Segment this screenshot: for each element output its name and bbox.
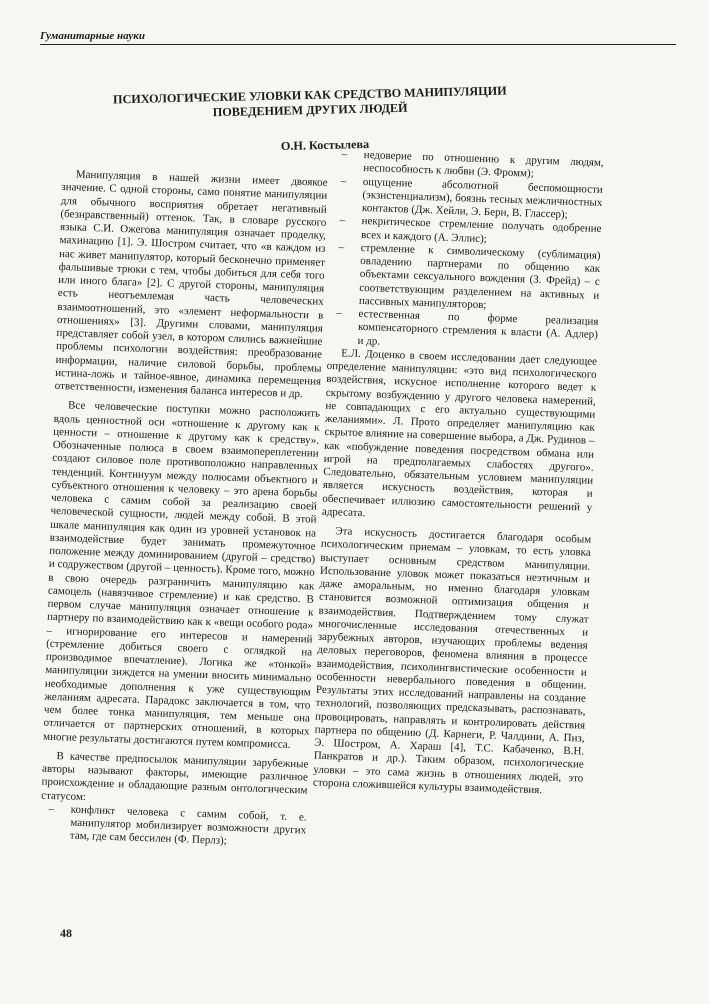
paragraph: В качестве предпосылок манипуляции зарубежные авторы называют факторы, имеющие различное происхождение и обладающие разным онтологическим статусом:: [40, 749, 309, 803]
preconditions-list-continued: [327, 148, 603, 356]
preconditions-list: [40, 802, 307, 851]
article-author: О.Н. Костылева: [280, 137, 370, 153]
list-item: – некритическое стремление получать одобрение всех и каждого (А. Эллис);: [331, 214, 602, 249]
paragraph: Е.Л. Доценко в своем исследовании дает следующее определение манипуляции: «это вид психологического воздействия, искусное исполнение которого ведет к скрытому возбуждению у другого человека намерений, не совпадающих с его актуально существующими желаниями». Л. Прото определяет манипуляцию как скрытое влияние на совершение выбора, а Дж. Рудинов – как «побуждение поведения посредством обмана или игрой на предполагаемых слабостях другого». Следовательно, обязательным условием манипуляции является искусность воздействия, которая и обеспечивает иллюзию самостоятельности решений у адресата.: [321, 347, 598, 519]
right-column: [313, 148, 604, 799]
running-header: Гуманитарные науки: [40, 30, 676, 45]
article-title: ПСИХОЛОГИЧЕСКИЕ УЛОВКИ КАК СРЕДСТВО МАНИПУЛЯЦИИ ПОВЕДЕНИЕМ ДРУГИХ ЛЮДЕЙ: [112, 83, 507, 120]
paragraph: Манипуляция в нашей жизни имеет двоякое значение. С одной стороны, само понятие манипуляции для обычного восприятия обретает негативный (безнравственный) оттенок. Так, в словаре русского языка С.И. Ожегова манипуляция означает проделку, махинацию [1]. Э. Шостром считает, что «в каждом из нас живет манипулятор, который бесконечно применяет фальшивые трюки с тем, чтобы добиться для себя того или иного блага» [2]. С другой стороны, манипуляция есть неотъемлемая часть человеческих взаимоотношений, это «элемент неформальности в отношениях» [3]. Другими словами, манипуляция представляет собой узел, в котором слились важнейшие проблемы психологии воздействия: преобразование информации, наличие силовой борьбы, проблемы истина-ложь и тайное-явное, динамика перемещения ответственности, изменения баланса интересов и др.: [54, 168, 328, 401]
left-column: [40, 168, 328, 851]
list-item: – недоверие по отношению к другим людям, неспособность к любви (Э. Фромм);: [333, 148, 604, 183]
list-item: – ощущение абсолютной беспомощности (экзистенциализм), боязнь тесных межличностных контактов (Дж. Хейли, Э. Берн, В. Глассер);: [332, 174, 603, 223]
paragraph: Эта искусность достигается благодаря особым психологическим приемам – уловкам, то есть уловка выступает основным средством манипуляции. Использование уловок может показаться неэтичным и даже аморальным, но именно благодаря уловкам становится возможной оптимизация общения и взаимодействия. Подтверждением тому служат многочисленные исследования отечественных и зарубежных авторов, изучающих проблемы ведения деловых переговоров, феномена влияния в процессе взаимодействия, психолингвистические особенности и особенности невербального поведения в общении. Результаты этих исследований направлены на создание технологий, позволяющих предсказывать, распознавать, провоцировать, направлять и контролировать действия партнера по общению (Д. Карнеги, Р. Чалдини, А. Пиз, Э. Шостром, А. Хараш [4], Т.С. Кабаченко, В.Н. Панкратов и др.). Таким образом, психологические уловки – это сама жизнь в отношениях людей, это сторона сложившейся культуры взаимодействия.: [312, 525, 592, 796]
page-number: 48: [60, 926, 72, 940]
list-item: – конфликт человека с самим собой, т. е. манипулятор мобилизирует возможности других там, где сам бессилен (Ф. Перлз);: [40, 802, 307, 851]
paragraph: Все человеческие поступки можно расположить вдоль ценностной оси «отношение к другому как к ценности – отношение к другому как к средству». Обозначенные полюса в своем взаимопереплетении создают силовое поле противоположно направленных тенденций. Континуум между полюсами объектного и субъектного отношения к человеку – это арена борьбы человека с самим собой за реализацию своей человеческой сущности, людей между собой. В этой шкале манипуляция как один из уровней установок на взаимодействие будет занимать промежуточное положение между доминированием (другой – средство) и содружеством (другой – ценность). Кроме того, можно в свою очередь разграничить манипуляцию как самоцель (навязчивое стремление) и как средство. В первом случае манипуляция означает отношение к партнеру по взаимодействию как к «вещи особого рода» – игнорирование его интересов и намерений (стремление добиться своего с оглядкой на производимое впечатление). Логика же «тонкой» манипуляции зиждется на умении вносить минимально необходимые дополнения к уже существующим желаниям адресата. Парадокс заключается в том, что чем более тонка манипуляция, тем меньше она отличается от партнерских отношений, в которых многие результаты достигаются путем компромисса.: [42, 399, 321, 751]
list-item: – естественная по форме реализация компенсаторного стремления к власти (А. Адлер) и др.: [327, 307, 598, 356]
list-item: – стремление к символическому (сублимация) овладению партнерами по общению как объектами сексуального вождения (З. Фрейд) – с соответствующим разделением на активных и пассивных манипуляторов;: [329, 241, 601, 316]
